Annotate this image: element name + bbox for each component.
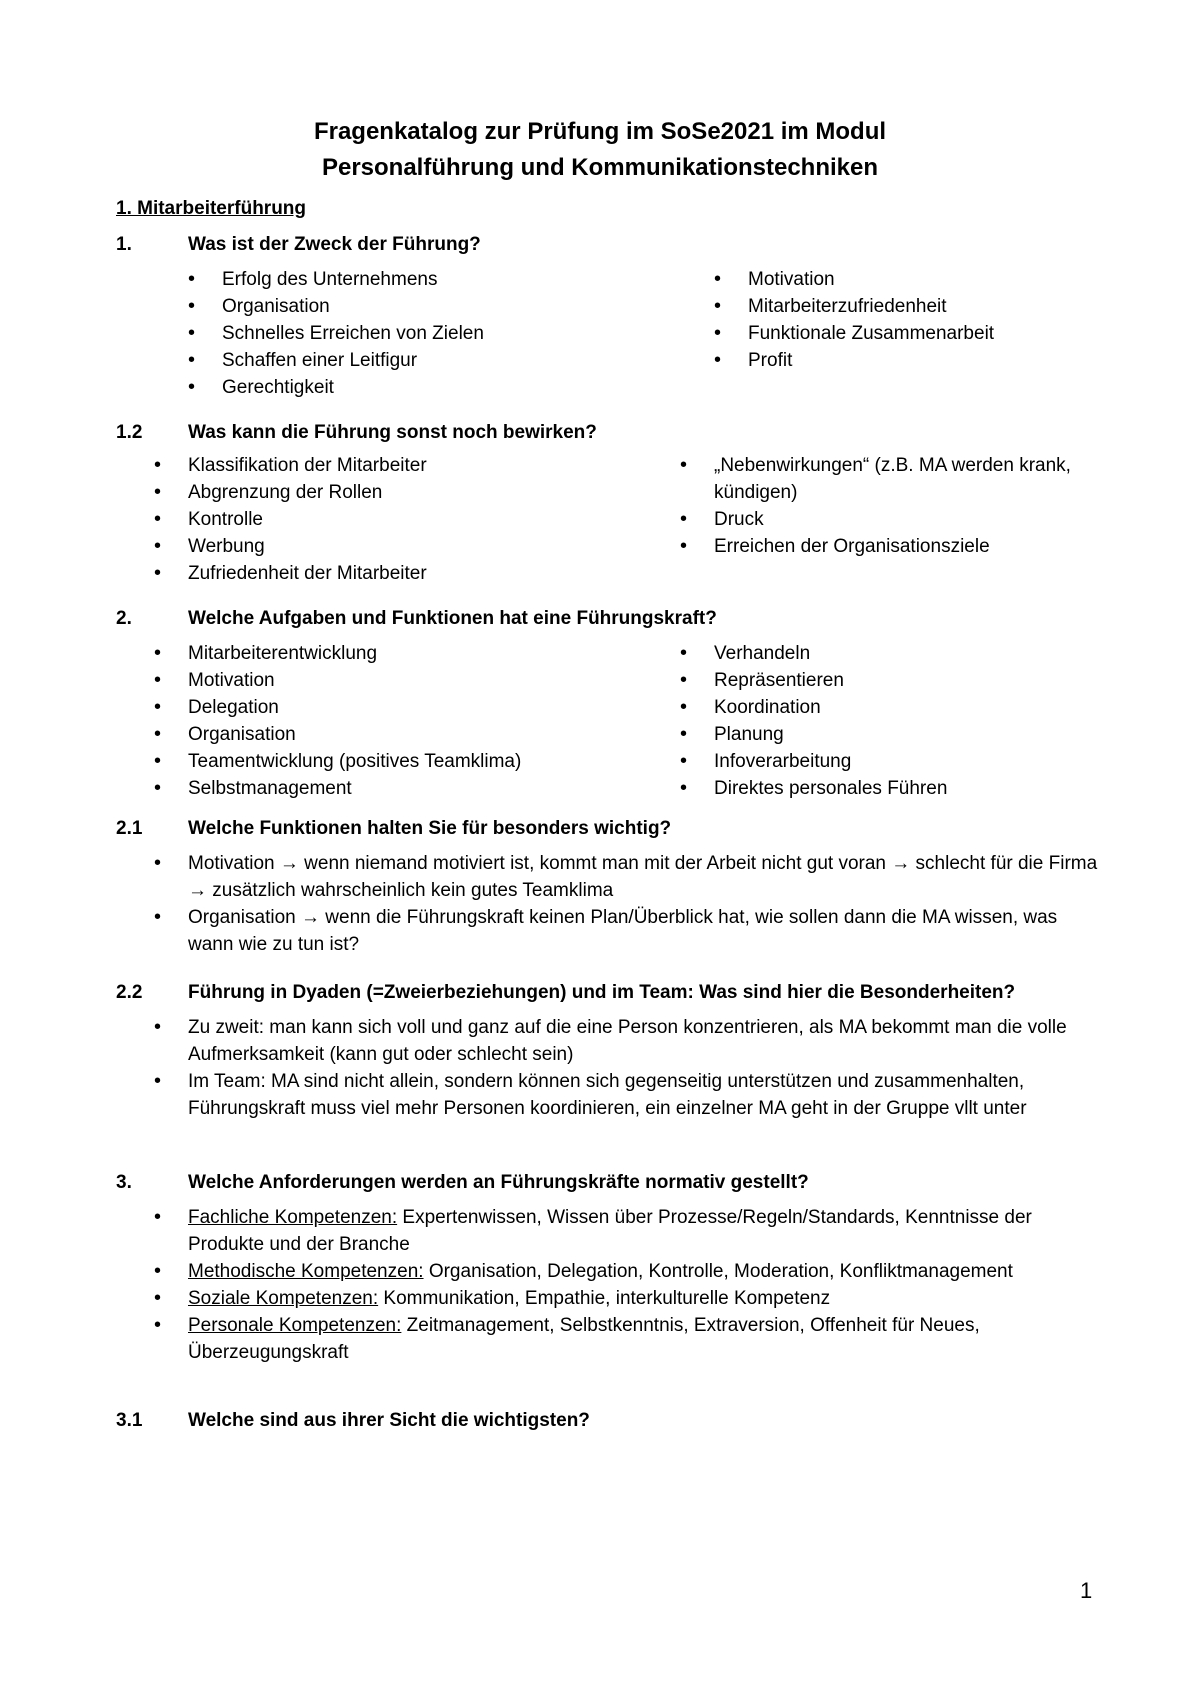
question-number: 3.: [116, 1172, 132, 1193]
question-text: Welche Anforderungen werden an Führungskräfte normativ gestellt?: [188, 1172, 809, 1193]
list-item: • Funktionale Zusammenarbeit: [714, 320, 1114, 347]
list-item: • Verhandeln: [680, 640, 1080, 667]
list-item: • Abgrenzung der Rollen: [154, 479, 644, 506]
bullet-list: [154, 1014, 1104, 1149]
item-text: Zeitmanagement, Selbstkenntnis, Extraversion, Offenheit für Neues, Überzeugungskraft: [188, 1315, 980, 1363]
item-label: Soziale Kompetenzen:: [188, 1288, 379, 1309]
list-item: • Mitarbeiterentwicklung: [154, 640, 644, 667]
bullet-list-right: [680, 640, 1080, 802]
list-item: • Erreichen der Organisationsziele: [680, 533, 1080, 560]
document-title-line-2: Personalführung und Kommunikationstechniken: [321, 154, 879, 181]
list-item: • Teamentwicklung (positives Teamklima): [154, 748, 644, 775]
list-item: • Profit: [714, 347, 1114, 374]
question-number: 2.2: [116, 982, 143, 1003]
list-item: • Werbung: [154, 533, 644, 560]
list-item: • Infoverarbeitung: [680, 748, 1080, 775]
question-text: Welche sind aus ihrer Sicht die wichtigsten?: [188, 1410, 590, 1431]
item-text: Kommunikation, Empathie, interkulturelle Kompetenz: [378, 1288, 831, 1309]
bullet-list-left: [154, 640, 644, 802]
bullet-list-right: [714, 266, 1114, 374]
list-item: • Direktes personales Führen: [680, 775, 1080, 802]
question-number: 2.: [116, 608, 132, 629]
bullet-list: [154, 850, 1104, 958]
list-item: • Organisation: [154, 721, 644, 748]
list-item: • Schnelles Erreichen von Zielen: [188, 320, 668, 347]
list-item: • Delegation: [154, 694, 644, 721]
list-item: • Mitarbeiterzufriedenheit: [714, 293, 1114, 320]
document-title-line-1: Fragenkatalog zur Prüfung im SoSe2021 im Modul: [313, 118, 887, 145]
list-item: [154, 1258, 1104, 1285]
question-number: 3.1: [116, 1410, 143, 1431]
list-item: • Zufriedenheit der Mitarbeiter: [154, 560, 644, 587]
list-item: • „Nebenwirkungen“ (z.B. MA werden krank, kündigen): [680, 452, 1080, 506]
question-number: 1.2: [116, 422, 143, 443]
list-item: • Motivation → wenn niemand motiviert ist, kommt man mit der Arbeit nicht gut voran → schlecht für die Firma → zusätzlich wahrscheinlich kein gutes Teamklima: [154, 850, 1104, 904]
list-item: • Organisation: [188, 293, 668, 320]
question-number: 2.1: [116, 818, 143, 839]
question-number: 1.: [116, 234, 132, 255]
list-item: • Selbstmanagement: [154, 775, 644, 802]
bullet-list-left: [188, 266, 668, 401]
list-item: • Motivation: [714, 266, 1114, 293]
list-item: [154, 1285, 1104, 1312]
item-text: Expertenwissen, Wissen über Prozesse/Regeln/Standards, Kenntnisse der Produkte und der Branche: [188, 1207, 1032, 1255]
bullet-list-left: [154, 452, 644, 587]
question-text: Führung in Dyaden (=Zweierbeziehungen) und im Team: Was sind hier die Besonderheiten?: [188, 982, 1016, 1003]
item-label: Personale Kompetenzen:: [188, 1315, 402, 1336]
item-label: Fachliche Kompetenzen:: [188, 1207, 398, 1228]
item-text: Organisation, Delegation, Kontrolle, Moderation, Konfliktmanagement: [423, 1261, 1013, 1282]
section-heading: 1. Mitarbeiterführung: [116, 198, 307, 219]
list-item: • Gerechtigkeit: [188, 374, 668, 401]
list-item: • Zu zweit: man kann sich voll und ganz auf die eine Person konzentrieren, als MA bekommt man die volle Aufmerksamkeit (kann gut oder schlecht sein): [154, 1014, 1104, 1068]
list-item: [154, 1312, 1104, 1366]
list-item: • Planung: [680, 721, 1080, 748]
list-item: • Organisation → wenn die Führungskraft keinen Plan/Überblick hat, wie sollen dann die MA wissen, was wann wie zu tun ist?: [154, 904, 1104, 958]
list-item: • Erfolg des Unternehmens: [188, 266, 668, 293]
bullet-list: [154, 1204, 1104, 1366]
list-item: • Druck: [680, 506, 1080, 533]
list-item: • Repräsentieren: [680, 667, 1080, 694]
question-text: Welche Aufgaben und Funktionen hat eine Führungskraft?: [188, 608, 717, 629]
list-item: • Motivation: [154, 667, 644, 694]
item-label: Methodische Kompetenzen:: [188, 1261, 424, 1282]
list-item: • Kontrolle: [154, 506, 644, 533]
list-item: • Schaffen einer Leitfigur: [188, 347, 668, 374]
question-text: Welche Funktionen halten Sie für besonders wichtig?: [188, 818, 672, 839]
question-text: Was ist der Zweck der Führung?: [188, 234, 481, 255]
list-item: [154, 1204, 1104, 1258]
list-item: • Koordination: [680, 694, 1080, 721]
list-item: • Klassifikation der Mitarbeiter: [154, 452, 644, 479]
bullet-list-right: [680, 452, 1080, 560]
page-number: 1: [1080, 1578, 1093, 1603]
list-item: • Im Team: MA sind nicht allein, sondern können sich gegenseitig unterstützen und zusammenhalten, Führungskraft muss viel mehr Personen koordinieren, ein einzelner MA geht in der Gruppe vllt unter: [154, 1068, 1104, 1149]
question-text: Was kann die Führung sonst noch bewirken?: [188, 422, 597, 443]
